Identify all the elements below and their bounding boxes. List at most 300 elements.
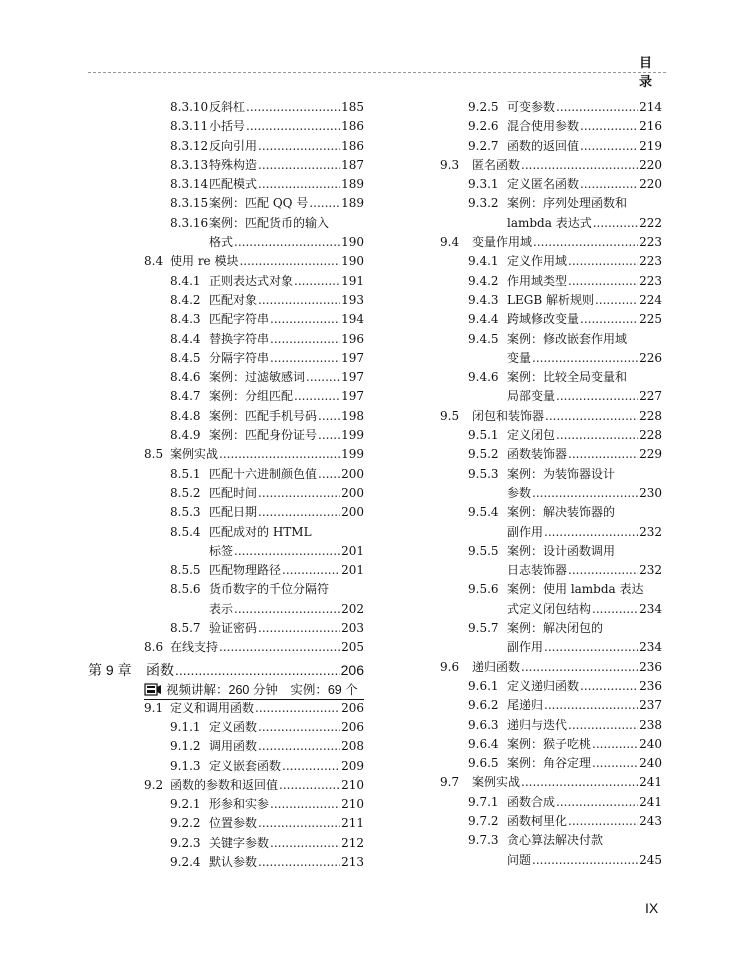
toc-leader-dots (556, 98, 638, 117)
toc-entry (507, 349, 662, 368)
toc-section[interactable] (420, 658, 662, 677)
toc-subsection[interactable] (88, 233, 364, 252)
toc-entry-title: 匹配对象 (209, 292, 258, 307)
toc-subsection[interactable] (420, 638, 662, 657)
toc-entry (507, 523, 662, 542)
toc-entry-title: 案例：匹配手机号码 (209, 408, 318, 423)
toc-subsection[interactable] (88, 426, 364, 445)
toc-entry-page: 234 (639, 640, 662, 655)
toc-leader-dots (255, 699, 340, 718)
toc-entry-page: 232 (639, 563, 662, 578)
toc-entry (209, 272, 364, 291)
toc-leader-dots (258, 137, 340, 156)
toc-subsection[interactable] (420, 561, 662, 580)
toc-entry-number: 8.3.12 (170, 138, 209, 153)
toc-leader-dots (246, 98, 340, 117)
toc-subsection[interactable] (420, 484, 662, 503)
toc-entry-page: 197 (341, 370, 364, 385)
toc-entry-page: 206 (341, 719, 364, 734)
toc-entry-page: 223 (639, 273, 662, 288)
toc-entry-number: 9.3.2 (468, 196, 499, 211)
toc-leader-dots (258, 718, 340, 737)
toc-section[interactable] (88, 638, 364, 657)
toc-entry-page: 213 (341, 854, 364, 869)
toc-entry-number: 8.5.7 (170, 621, 201, 636)
toc-leader-dots (246, 117, 340, 136)
toc-entry-page: 200 (341, 466, 364, 481)
toc-leader-dots (580, 137, 638, 156)
toc-entry (170, 776, 364, 795)
toc-subsection[interactable] (420, 812, 662, 831)
toc-entry-page: 223 (639, 254, 662, 269)
toc-subsection[interactable] (420, 252, 662, 271)
toc-entry-title: 正则表达式对象 (209, 273, 294, 288)
toc-entry-number: 9.5.3 (468, 466, 499, 481)
toc-leader-dots (258, 737, 340, 756)
toc-entry (209, 98, 364, 117)
toc-entry-page: 202 (341, 601, 364, 616)
toc-subsection[interactable] (88, 349, 364, 368)
toc-entry-page: 203 (341, 621, 364, 636)
toc-entry-page: 243 (639, 813, 662, 828)
toc-entry-number: 8.5.1 (170, 466, 201, 481)
toc-leader-dots (592, 754, 638, 773)
toc-entry (209, 795, 364, 814)
toc-subsection[interactable] (88, 156, 364, 175)
toc-subsection[interactable] (88, 330, 364, 349)
toc-entry-title: 案例：使用 lambda 表达 (507, 582, 644, 597)
toc-subsection[interactable] (88, 600, 364, 619)
toc-entry-title: 案例：角谷定理 (507, 756, 592, 771)
toc-leader-dots (258, 853, 340, 872)
video-icon (144, 683, 162, 696)
toc-entry-page: 229 (639, 447, 662, 462)
toc-entry-title: 匹配成对的 HTML (209, 524, 312, 539)
toc-subsection[interactable] (420, 831, 662, 850)
toc-subsection[interactable] (420, 677, 662, 696)
toc-subsection[interactable] (88, 310, 364, 329)
toc-entry-number: 9.4.1 (468, 254, 499, 269)
toc-entry-title: 函数 (146, 661, 174, 678)
toc-subsection[interactable] (88, 834, 364, 853)
toc-subsection[interactable] (420, 387, 662, 406)
toc-entry-page: 198 (341, 408, 364, 423)
toc-subsection[interactable] (420, 696, 662, 715)
toc-leader-dots (592, 735, 638, 754)
toc-subsection[interactable] (420, 465, 662, 484)
toc-subsection[interactable] (420, 735, 662, 754)
toc-subsection[interactable] (88, 814, 364, 833)
toc-entry-page: 216 (639, 119, 662, 134)
toc-leader-dots (234, 600, 340, 619)
toc-entry (209, 737, 364, 756)
toc-subsection[interactable] (88, 853, 364, 872)
toc-subsection[interactable] (88, 619, 364, 638)
toc-entry (472, 658, 662, 677)
toc-entry-page: 206 (340, 661, 364, 678)
video-info-row (88, 681, 364, 699)
toc-section[interactable] (420, 233, 662, 252)
toc-entry-page: 212 (341, 835, 364, 850)
toc-entry-title: 跨域修改变量 (507, 312, 580, 327)
toc-entry-number: 9.6.2 (468, 698, 499, 713)
toc-entry (170, 699, 364, 718)
toc-subsection[interactable] (420, 619, 662, 638)
toc-entry (507, 754, 662, 773)
toc-subsection[interactable] (88, 503, 364, 522)
toc-leader-dots (580, 117, 638, 136)
toc-subsection[interactable] (420, 851, 662, 870)
toc-entry (209, 523, 364, 542)
toc-entry-title: 案例：过滤敏感词 (209, 370, 306, 385)
toc-entry-title: 局部变量 (507, 389, 556, 404)
toc-entry (507, 793, 662, 812)
toc-entry-page: 225 (639, 312, 662, 327)
toc-entry-title: 问题 (507, 852, 532, 867)
toc-entry-title: lambda 表达式 (507, 215, 592, 230)
toc-entry-number: 9.4.2 (468, 273, 499, 288)
toc-entry-number: 9.5.7 (468, 621, 499, 636)
toc-entry-number: 9.2.6 (468, 119, 499, 134)
toc-leader-dots (544, 523, 638, 542)
toc-entry-number: 8.4.9 (170, 428, 201, 443)
toc-leader-dots (258, 175, 340, 194)
toc-leader-dots (219, 445, 340, 464)
toc-subsection[interactable] (420, 349, 662, 368)
toc-leader-dots (568, 252, 638, 271)
toc-entry (507, 503, 662, 522)
toc-entry-page: 223 (639, 235, 662, 250)
toc-entry (507, 330, 662, 349)
toc-entry-title: 反斜杠 (209, 100, 246, 114)
toc-entry-page: 230 (639, 485, 662, 500)
toc-entry-number: 8.3.11 (170, 119, 209, 134)
toc-entry-number: 9.5.5 (468, 543, 499, 558)
toc-leader-dots (568, 812, 638, 831)
toc-subsection[interactable] (420, 310, 662, 329)
toc-entry-title: 定义匿名函数 (507, 177, 580, 192)
toc-entry-number: 8.5.3 (170, 505, 201, 520)
toc-entry-number: 8.4.1 (170, 273, 201, 288)
toc-subsection[interactable] (420, 716, 662, 735)
toc-right-column (420, 98, 662, 870)
toc-subsection[interactable] (420, 175, 662, 194)
toc-entry-page: 193 (341, 292, 364, 307)
toc-entry (507, 426, 662, 445)
toc-entry (472, 156, 662, 175)
toc-entry-title: 案例实战 (472, 775, 521, 790)
toc-entry (209, 233, 364, 252)
toc-entry-page: 238 (639, 717, 662, 732)
toc-subsection[interactable] (88, 561, 364, 580)
toc-entry (209, 718, 364, 737)
toc-entry-number: 8.3.15 (170, 196, 209, 211)
toc-entry-title: 匹配物理路径 (209, 563, 282, 578)
toc-entry-title: 参数 (507, 485, 532, 500)
toc-entry-title: 定义函数 (209, 719, 258, 734)
toc-entry-number: 9.5.4 (468, 505, 499, 520)
toc-section[interactable] (88, 252, 364, 271)
toc-leader-dots (568, 445, 638, 464)
toc-subsection[interactable] (88, 484, 364, 503)
toc-entry-page: 189 (341, 177, 364, 192)
toc-leader-dots (282, 757, 340, 776)
toc-subsection[interactable] (420, 330, 662, 349)
toc-entry-number: 9.5.1 (468, 428, 499, 443)
toc-entry-page: 186 (341, 119, 364, 134)
toc-entry-title: 位置参数 (209, 816, 258, 831)
toc-entry (209, 330, 364, 349)
toc-subsection[interactable] (420, 793, 662, 812)
toc-entry-title: 案例：匹配身份证号 (209, 428, 318, 443)
toc-entry-number: 9.3.1 (468, 177, 499, 192)
toc-subsection[interactable] (88, 757, 364, 776)
toc-entry (507, 580, 662, 599)
toc-entry-number: 8.4.6 (170, 370, 201, 385)
toc-entry-title: 格式 (209, 235, 234, 250)
toc-leader-dots (521, 773, 638, 792)
toc-subsection[interactable] (420, 117, 662, 136)
toc-entry-number: 8.5.6 (170, 582, 201, 597)
toc-entry-number: 9.6.3 (468, 717, 499, 732)
toc-entry-number: 8.5.5 (170, 563, 201, 578)
toc-subsection[interactable] (420, 523, 662, 542)
toc-entry-title: 变量 (507, 350, 532, 365)
toc-subsection[interactable] (420, 754, 662, 773)
toc-entry-title: 函数的返回值 (507, 138, 580, 153)
toc-leader-dots (294, 272, 340, 291)
toc-subsection[interactable] (88, 737, 364, 756)
toc-leader-dots (318, 407, 340, 426)
toc-leader-dots (258, 814, 340, 833)
toc-entry-title: 表示 (209, 601, 234, 616)
toc-entry-page: 186 (341, 138, 364, 153)
toc-entry (472, 773, 662, 792)
toc-leader-dots (580, 677, 638, 696)
toc-subsection[interactable] (88, 465, 364, 484)
toc-entry-title: 案例：分组匹配 (209, 389, 294, 404)
page-number: IX (645, 900, 659, 916)
toc-subsection[interactable] (88, 117, 364, 136)
toc-leader-dots (568, 561, 638, 580)
toc-entry-page: 197 (341, 389, 364, 404)
toc-section[interactable] (420, 773, 662, 792)
toc-subsection[interactable] (420, 503, 662, 522)
toc-entry-page: 232 (639, 524, 662, 539)
toc-subsection[interactable] (420, 368, 662, 387)
toc-entry (507, 310, 662, 329)
toc-leader-dots (258, 619, 340, 638)
toc-leader-dots (270, 330, 340, 349)
toc-leader-dots (593, 214, 638, 233)
toc-entry-number: 8.3.16 (170, 215, 209, 230)
toc-leader-dots (270, 349, 340, 368)
toc-entry-title: 副作用 (507, 640, 544, 655)
toc-entry (507, 137, 662, 156)
toc-entry-page: 190 (341, 254, 364, 269)
toc-section[interactable] (88, 445, 364, 464)
toc-entry-title: 匹配字符串 (209, 312, 270, 327)
toc-section[interactable] (88, 776, 364, 795)
toc-entry-number: 9.6 (440, 659, 460, 674)
toc-entry-title: 定义作用域 (507, 254, 568, 269)
toc-entry (209, 349, 364, 368)
toc-entry-title: 副作用 (507, 524, 544, 539)
toc-leader-dots (532, 851, 638, 870)
toc-entry (209, 117, 364, 136)
toc-leader-dots (258, 503, 340, 522)
toc-entry-title: LEGB 解析规则 (507, 292, 594, 307)
toc-entry-page: 201 (341, 543, 364, 558)
toc-entry-number: 9.2.2 (170, 816, 201, 831)
toc-entry-page: 224 (639, 292, 662, 307)
toc-leader-dots (545, 407, 638, 426)
toc-leader-dots (556, 793, 638, 812)
toc-entry-number: 9.5.6 (468, 582, 499, 597)
toc-subsection[interactable] (88, 718, 364, 737)
toc-entry (507, 194, 662, 213)
toc-entry-title: 匹配日期 (209, 505, 258, 520)
toc-subsection[interactable] (88, 387, 364, 406)
toc-entry (507, 677, 662, 696)
toc-chapter[interactable] (88, 659, 364, 681)
page-header-title: 目 录 (638, 56, 666, 90)
toc-entry-title: 定义闭包 (507, 428, 556, 443)
toc-entry-page: 219 (639, 138, 662, 153)
toc-entry (209, 814, 364, 833)
toc-entry-title: 匹配时间 (209, 485, 258, 500)
toc-subsection[interactable] (88, 523, 364, 542)
toc-entry-number: 9.7.2 (468, 813, 499, 828)
toc-entry-title: 案例：设计函数调用 (507, 543, 616, 558)
toc-subsection[interactable] (420, 194, 662, 213)
toc-entry-page: 200 (341, 505, 364, 520)
toc-entry-number: 8.4.2 (170, 292, 201, 307)
toc-entry-page: 240 (639, 736, 662, 751)
toc-entry-title: 贪心算法解决付款 (507, 833, 604, 848)
toc-entry-number: 9.2.1 (170, 797, 201, 812)
toc-entry-page: 240 (639, 756, 662, 771)
toc-entry (507, 735, 662, 754)
toc-entry (507, 368, 662, 387)
toc-subsection[interactable] (420, 98, 662, 117)
toc-subsection[interactable] (420, 600, 662, 619)
toc-entry-number: 8.4.3 (170, 312, 201, 327)
toc-entry (507, 542, 662, 561)
toc-leader-dots (532, 484, 638, 503)
toc-subsection[interactable] (88, 194, 364, 213)
toc-subsection[interactable] (420, 291, 662, 310)
toc-subsection[interactable] (88, 407, 364, 426)
toc-entry-title: 案例：为装饰器设计 (507, 466, 616, 481)
toc-entry-title: 递归与迭代 (507, 717, 568, 732)
toc-subsection[interactable] (420, 426, 662, 445)
toc-entry-page: 189 (341, 196, 364, 211)
toc-entry-page: 210 (341, 797, 364, 812)
toc-subsection[interactable] (420, 445, 662, 464)
toc-entry-title: 使用 re 模块 (170, 254, 239, 269)
toc-entry-title: 闭包和装饰器 (472, 408, 545, 423)
toc-entry (507, 214, 662, 233)
toc-entry-title: 标签 (209, 543, 234, 558)
toc-entry (209, 291, 364, 310)
toc-entry-title: 函数合成 (507, 794, 556, 809)
toc-entry-page: 227 (639, 389, 662, 404)
toc-leader-dots (306, 368, 340, 387)
toc-subsection[interactable] (88, 98, 364, 117)
toc-entry (209, 310, 364, 329)
toc-entry-number: 9.5 (440, 408, 460, 423)
toc-leader-dots (219, 638, 340, 657)
toc-entry-page: 196 (341, 331, 364, 346)
toc-subsection[interactable] (88, 175, 364, 194)
toc-entry-page: 205 (341, 640, 364, 655)
toc-entry-title: 可变参数 (507, 100, 556, 114)
toc-entry-page: 199 (341, 447, 364, 462)
toc-entry (507, 696, 662, 715)
toc-entry (209, 619, 364, 638)
toc-subsection[interactable] (88, 795, 364, 814)
toc-subsection[interactable] (420, 214, 662, 233)
toc-entry-title: 案例：比较全局变量和 (507, 370, 628, 385)
toc-entry (209, 137, 364, 156)
toc-entry-title: 日志装饰器 (507, 563, 568, 578)
toc-leader-dots (318, 465, 340, 484)
toc-subsection[interactable] (88, 137, 364, 156)
toc-subsection[interactable] (88, 580, 364, 599)
toc-subsection[interactable] (88, 368, 364, 387)
toc-leader-dots (556, 426, 638, 445)
toc-entry-page: 201 (341, 563, 364, 578)
toc-section[interactable] (420, 407, 662, 426)
toc-entry-title: 分隔字符串 (209, 350, 270, 365)
toc-subsection[interactable] (420, 580, 662, 599)
toc-entry-title: 定义和调用函数 (170, 700, 255, 715)
toc-entry-page: 220 (639, 157, 662, 172)
toc-entry-title: 式定义闭包结构 (507, 601, 592, 616)
toc-section[interactable] (420, 156, 662, 175)
toc-entry-number: 9.2.5 (468, 100, 499, 114)
toc-section[interactable] (88, 699, 364, 718)
toc-entry-title: 反向引用 (209, 138, 258, 153)
toc-entry-page: 237 (639, 698, 662, 713)
toc-entry-title: 函数的参数和返回值 (170, 777, 279, 792)
toc-leader-dots (544, 696, 638, 715)
toc-subsection[interactable] (420, 542, 662, 561)
toc-entry-title: 匹配模式 (209, 177, 258, 192)
toc-leader-dots (556, 387, 638, 406)
toc-subsection[interactable] (88, 272, 364, 291)
toc-leader-dots (258, 291, 340, 310)
toc-subsection[interactable] (420, 137, 662, 156)
toc-entry-page: 200 (341, 485, 364, 500)
toc-subsection[interactable] (88, 291, 364, 310)
toc-entry-page: 228 (639, 428, 662, 443)
toc-subsection[interactable] (420, 272, 662, 291)
toc-leader-dots (580, 175, 638, 194)
toc-entry-page: 209 (341, 758, 364, 773)
header-divider (88, 72, 666, 73)
toc-entry (209, 465, 364, 484)
toc-entry (209, 503, 364, 522)
toc-entry-number: 9.7.3 (468, 833, 499, 848)
toc-subsection[interactable] (88, 214, 364, 233)
toc-entry-number: 9.1.3 (170, 758, 201, 773)
toc-entry-title: 调用函数 (209, 739, 258, 754)
toc-leader-dots (318, 426, 340, 445)
toc-entry-title: 案例：解决装饰器的 (507, 505, 616, 520)
toc-subsection[interactable] (88, 542, 364, 561)
